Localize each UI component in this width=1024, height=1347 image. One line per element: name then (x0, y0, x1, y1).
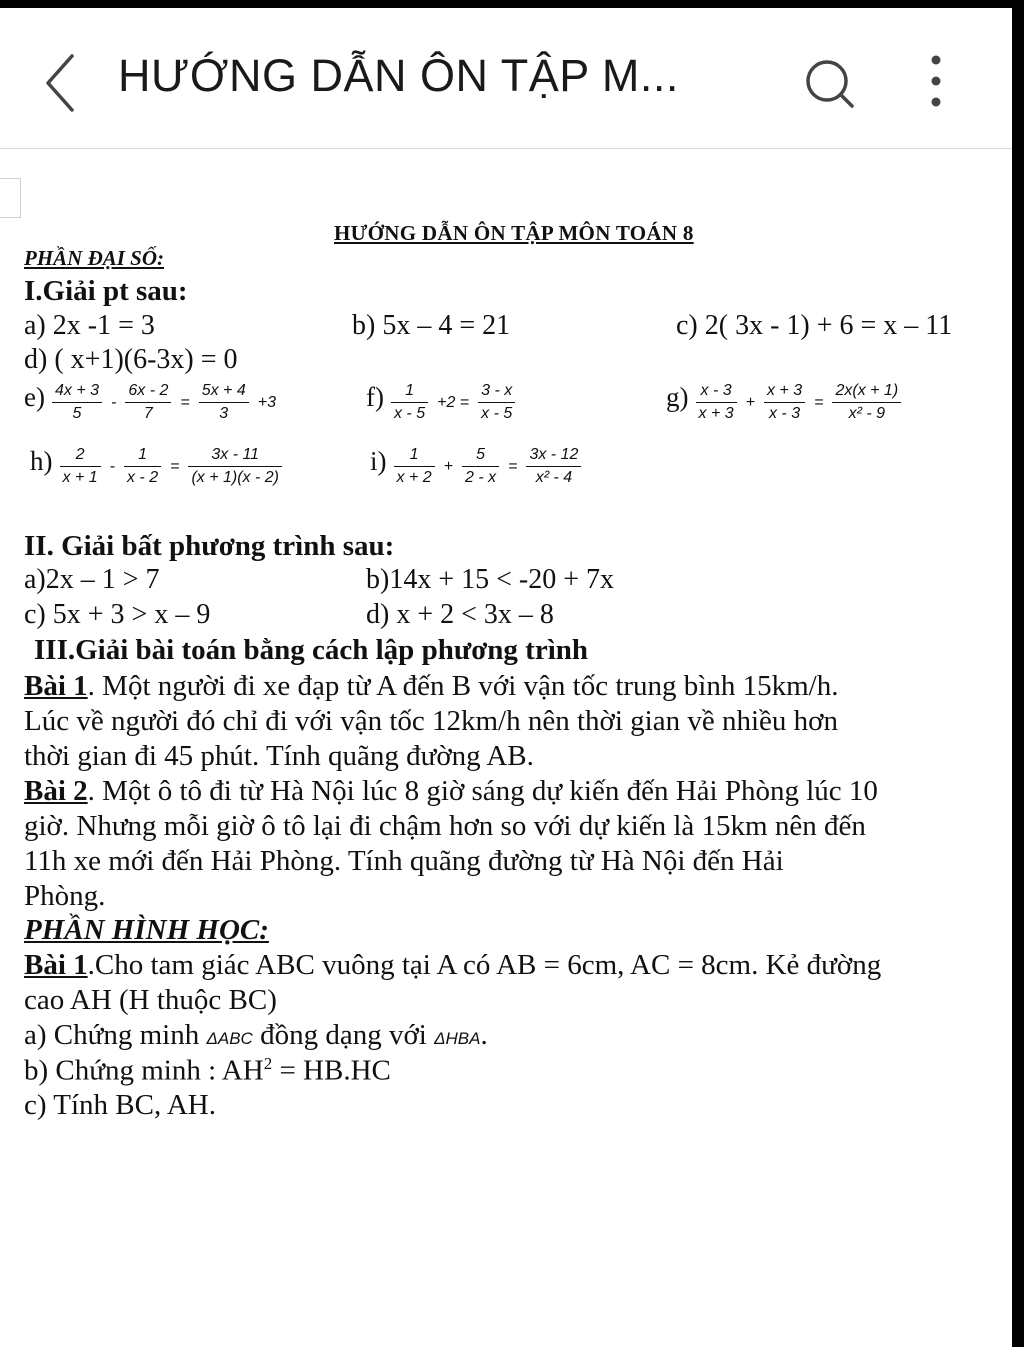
word-problem-1-line-2: Lúc về người đó chỉ đi với vận tốc 12km/h nên thời gian về nhiều hơn (24, 705, 838, 737)
document-page (0, 8, 1012, 1347)
word-problem-2-line-1: Bài 2. Một ô tô đi từ Hà Nội lúc 8 giờ sáng dự kiến đến Hải Phòng lúc 10 (24, 775, 878, 807)
document-title: HƯỚNG DẪN ÔN TẬP M... (118, 50, 679, 101)
doc-main-heading: HƯỚNG DẪN ÔN TẬP MÔN TOÁN 8 (334, 221, 694, 245)
exercise-1f: f) $\frac{1}{x - 5}$ +2 = $\frac{3 - x}{x - 5}$ (366, 380, 518, 425)
exercise-1h: h) $\frac{2}{x + 1}$ - $\frac{1}{x - 2}$ = $\frac{3x - 11}{(x + 1)(x - 2)}$ (30, 444, 285, 489)
exercise-label: i) (370, 446, 387, 477)
inequality-2a: a)2x – 1 > 7 (24, 564, 160, 595)
fraction: $\frac{2x(x + 1)}{\text{x² - 9}}$ (832, 380, 901, 425)
problem-label: Bài 2 (24, 775, 88, 807)
section-3-heading: III.Giải bài toán bằng cách lập phương trình (34, 634, 589, 666)
app-screen (0, 8, 1012, 1347)
fraction: $\frac{1}{x - 2}$ (124, 444, 161, 489)
problem-label: Bài 1 (24, 670, 88, 702)
inequality-2c: c) 5x + 3 > x – 9 (24, 599, 211, 630)
problem-label: Bài 1 (24, 949, 88, 981)
exercise-1b: b) 5x – 4 = 21 (352, 310, 511, 341)
word-problem-1-line-3: thời gian đi 45 phút. Tính quãng đường AB. (24, 740, 534, 772)
geometry-problem-line-2: cao AH (H thuộc BC) (24, 984, 277, 1016)
inequality-2b: b)14x + 15 < -20 + 7x (366, 564, 615, 595)
algebra-section-heading: PHẦN ĐẠI SỐ: (24, 246, 165, 270)
exercise-label: g) (666, 382, 689, 413)
exercise-1d: d) ( x+1)(6-3x) = 0 (24, 344, 238, 375)
section-1-heading: I.Giải pt sau: (24, 275, 188, 307)
fraction: $\frac{1}{x + 2}$ (394, 444, 435, 489)
fraction: $\frac{3x - 11}{(x + 1)(x - 2)}$ (188, 444, 282, 489)
fraction: $\frac{2}{x + 1}$ (60, 444, 101, 489)
geometry-part-b: b) Chứng minh : $AH^2 = HB.HC$ (24, 1054, 391, 1087)
word-problem-1-line-1: Bài 1. Một người đi xe đạp từ A đến B với vận tốc trung bình 15km/h. (24, 670, 839, 702)
word-problem-2-line-2: giờ. Nhưng mỗi giờ ô tô lại đi chậm hơn so với dự kiến là 15km nên đến (24, 810, 866, 842)
fraction: $\frac{5}{2 - x}$ (462, 444, 499, 489)
word-problem-2-line-4: Phòng. (24, 880, 106, 912)
exercise-1e: e) $\frac{4x + 3}{5}$ - $\frac{6x - 2}{7}$ = $\frac{5x + 4}{3}$ +3 (24, 380, 278, 425)
fraction: $\frac{x - 3}{x + 3}$ (696, 380, 737, 425)
fraction: $\frac{3 - x}{x - 5}$ (478, 380, 515, 425)
section-2-heading: II. Giải bất phương trình sau: (24, 530, 395, 562)
exercise-label: h) (30, 446, 53, 477)
fraction: $\frac{4x + 3}{5}$ (52, 380, 102, 425)
fraction: $\frac{5x + 4}{3}$ (199, 380, 249, 425)
fraction: $\frac{6x - 2}{7}$ (125, 380, 171, 425)
geometry-problem-line-1: Bài 1.Cho tam giác ABC vuông tại A có AB = 6cm, AC = 8cm. Kẻ đường (24, 949, 882, 981)
exercise-label: e) (24, 382, 45, 413)
geometry-part-c: c) Tính BC, AH. (24, 1089, 216, 1121)
exercise-label: f) (366, 382, 384, 413)
exercise-1a: a) 2x -1 = 3 (24, 310, 155, 341)
fraction: $\frac{x + 3}{x - 3}$ (764, 380, 805, 425)
exercise-1c: c) 2( 3x - 1) + 6 = x – 11 (676, 310, 953, 341)
geometry-part-a: a) Chứng minh ΔABC đồng dạng với ΔHBA. (24, 1019, 488, 1051)
fraction: $\frac{1}{x - 5}$ (391, 380, 428, 425)
exercise-1g: g) $\frac{x - 3}{x + 3}$ + $\frac{x + 3}{x - 3}$ = $\frac{2x(x + 1)}{\text{x² - 9}}$ (666, 380, 904, 425)
inequality-2d: d) x + 2 < 3x – 8 (366, 599, 554, 630)
geometry-section-heading: PHẦN HÌNH HỌC: (24, 914, 269, 946)
fraction: $\frac{3x - 12}{\text{x² - 4}}$ (526, 444, 581, 489)
word-problem-2-line-3: 11h xe mới đến Hải Phòng. Tính quãng đường từ Hà Nội đến Hải (24, 845, 784, 877)
exercise-1i: i) $\frac{1}{x + 2}$ + $\frac{5}{2 - x}$ = $\frac{3x - 12}{\text{x² - 4}}$ (370, 444, 584, 489)
